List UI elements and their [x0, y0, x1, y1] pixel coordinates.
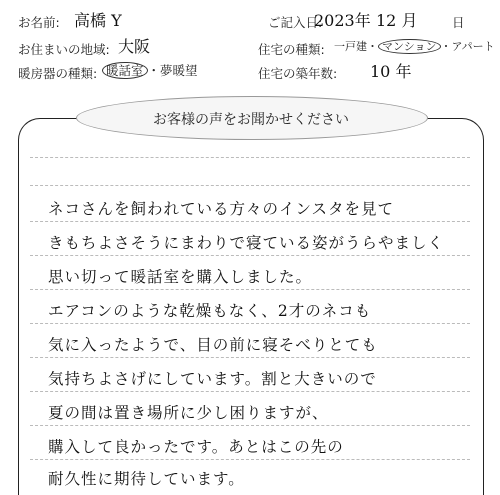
ruled-line — [30, 185, 470, 186]
header-title: お客様の声をお聞かせください — [153, 112, 349, 128]
ruled-line — [30, 459, 470, 460]
region-label: お住まいの地域: — [18, 42, 110, 57]
ruled-line — [30, 221, 470, 222]
heater-separator: ・ — [147, 63, 161, 78]
age-label: 住宅の築年数: — [258, 66, 338, 81]
testimonial-line: 夏の間は置き場所に少し困りますが、 — [48, 404, 329, 422]
heater-label: 暖房器の種類: — [18, 66, 98, 81]
ruled-line — [30, 157, 470, 158]
housing-options — [334, 38, 495, 54]
testimonial-line: エアコンのような乾燥もなく、2才のネコも — [48, 302, 372, 320]
name-value: 高橋 Y — [74, 11, 122, 30]
testimonial-line: 気持ちよさげにしています。割と大きいので — [48, 370, 377, 388]
testimonial-line: ネコさんを飼われている方々のインスタを見て — [48, 200, 395, 218]
ruled-line — [30, 425, 470, 426]
housing-label: 住宅の種類: — [258, 42, 325, 57]
heater-options — [102, 61, 198, 79]
ruled-line — [30, 357, 470, 358]
ruled-line — [30, 255, 470, 256]
testimonial-line: 購入して良かったです。あとはこの先の — [48, 438, 344, 456]
housing-option: アパート — [451, 40, 495, 53]
housing-option: 一戸建 — [334, 40, 367, 53]
heater-option-selected: 暖話室 — [102, 62, 148, 79]
housing-separator: ・ — [440, 40, 452, 53]
housing-separator: ・ — [367, 40, 378, 53]
date-day-suffix: 日 — [452, 15, 465, 30]
testimonial-line: きもちよさそうにまわりで寝ている姿がうらやましく — [48, 234, 445, 252]
ruled-line — [30, 391, 470, 392]
housing-option-selected: マンション — [378, 39, 441, 54]
testimonial-line: 思い切って暖話室を購入しました。 — [48, 268, 313, 286]
heater-option: 夢暖望 — [160, 63, 198, 78]
ruled-line — [30, 289, 470, 290]
name-label: お名前: — [18, 15, 60, 30]
testimonial-line: 気に入ったようで、目の前に寝そべりとても — [48, 336, 378, 354]
age-value: 10 年 — [370, 62, 412, 81]
ruled-line — [30, 323, 470, 324]
testimonial-line: 耐久性に期待しています。 — [48, 470, 245, 488]
date-year: 2023年 — [314, 11, 371, 30]
region-value: 大阪 — [118, 37, 151, 56]
date-label: ご記入日: — [268, 15, 323, 30]
date-month: 12 月 — [376, 11, 418, 30]
